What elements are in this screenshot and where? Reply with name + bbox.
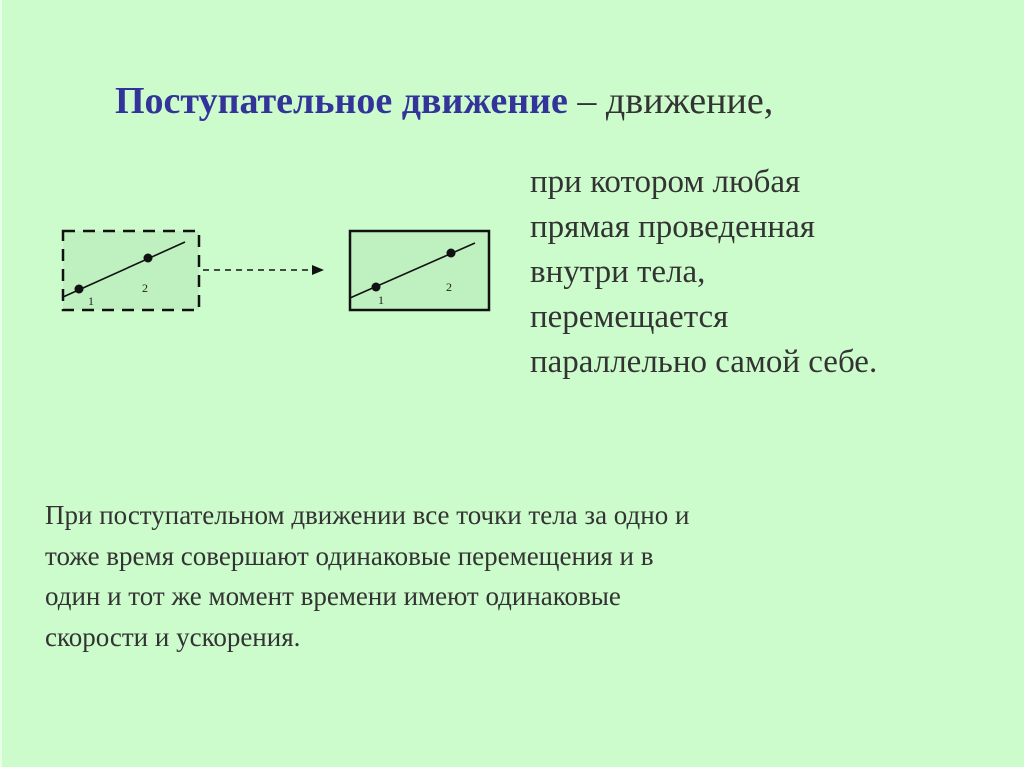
arrow-head	[312, 265, 324, 275]
body-initial-label-2: 2	[142, 281, 148, 295]
definition-text: при котором любая прямая проведенная внутри тела, перемещается параллельно самой себе.	[530, 164, 878, 380]
body-initial-label-1: 1	[88, 294, 94, 308]
body-initial-point-1	[75, 285, 84, 294]
title-rest: – движение,	[567, 80, 774, 122]
body-final-point-2	[447, 249, 456, 258]
body-final-label-1: 1	[378, 293, 384, 307]
body-final-position	[350, 231, 489, 310]
body-final-point-1	[372, 283, 381, 292]
title-term: Поступательное движение	[115, 80, 568, 122]
body-initial-point-2	[144, 254, 153, 263]
displacement-arrow	[203, 265, 324, 275]
body-initial-rect	[63, 231, 199, 310]
statement-text: При поступательном движении все точки тела за одно и тоже время совершают одинаковые перемещения и в один и тот же момент времени имеют одинаковые скорости и ускорения.	[45, 500, 690, 652]
body-initial-position	[63, 231, 199, 310]
body-final-rect	[350, 231, 489, 310]
body-final-label-2: 2	[446, 280, 452, 294]
